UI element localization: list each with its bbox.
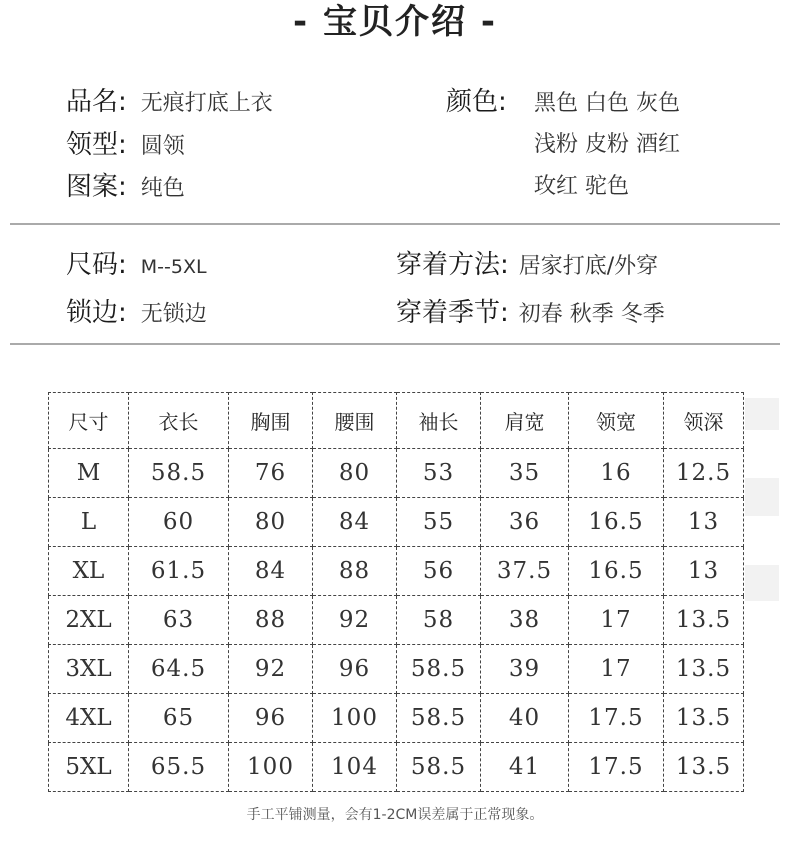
wear-method-label: 穿着方法: — [396, 250, 509, 280]
edge-value: 无锁边 — [140, 302, 207, 327]
product-name-label: 品名: — [66, 87, 127, 117]
cell-length: 64.5 — [129, 645, 229, 694]
collar-label: 领型: — [66, 130, 127, 160]
cell-shoulder: 37.5 — [481, 547, 569, 596]
cell-shoulder: 35 — [481, 449, 569, 498]
size-range-row — [66, 249, 207, 283]
color-values-2: 浅粉 皮粉 酒红 — [534, 132, 680, 157]
size-range-value: M--5XL — [140, 256, 207, 278]
cell-chest: 84 — [229, 547, 313, 596]
cell-neck-depth: 13 — [664, 498, 744, 547]
cell-length: 63 — [129, 596, 229, 645]
cell-length: 65.5 — [129, 743, 229, 792]
cell-waist: 104 — [313, 743, 397, 792]
cell-neck-depth: 13.5 — [664, 694, 744, 743]
cell-size: 4XL — [49, 694, 129, 743]
header-shoulder: 肩宽 — [481, 393, 569, 449]
cell-neck-width: 16 — [569, 449, 664, 498]
pattern-row — [66, 171, 185, 205]
cell-shoulder: 40 — [481, 694, 569, 743]
table-row — [49, 743, 744, 792]
divider-bottom — [10, 343, 780, 345]
cell-shoulder: 39 — [481, 645, 569, 694]
edge-row — [66, 297, 207, 331]
header-sleeve: 袖长 — [397, 393, 481, 449]
cell-neck-depth: 13.5 — [664, 743, 744, 792]
cell-waist: 100 — [313, 694, 397, 743]
divider-top — [10, 223, 780, 225]
table-row — [49, 645, 744, 694]
table-row — [49, 596, 744, 645]
cell-length: 60 — [129, 498, 229, 547]
cell-size: XL — [49, 547, 129, 596]
season-label: 穿着季节: — [396, 298, 509, 328]
table-row — [49, 498, 744, 547]
page-title: - 宝贝介绍 - — [293, 2, 497, 42]
cell-sleeve: 56 — [397, 547, 481, 596]
cell-size: L — [49, 498, 129, 547]
cell-size: 5XL — [49, 743, 129, 792]
edge-decoration — [745, 478, 779, 516]
color-values-line-3 — [534, 169, 629, 203]
cell-neck-width: 16.5 — [569, 498, 664, 547]
size-range-label: 尺码: — [66, 250, 127, 280]
cell-sleeve: 58 — [397, 596, 481, 645]
cell-waist: 96 — [313, 645, 397, 694]
cell-waist: 88 — [313, 547, 397, 596]
pattern-label: 图案: — [66, 172, 127, 202]
header-chest: 胸围 — [229, 393, 313, 449]
cell-neck-width: 17 — [569, 596, 664, 645]
season-value: 初春 秋季 冬季 — [518, 302, 665, 327]
size-chart-table — [48, 392, 744, 792]
color-values-3: 玫红 驼色 — [534, 174, 629, 199]
measurement-note: 手工平铺测量，会有1-2CM误差属于正常现象。 — [246, 807, 544, 823]
cell-neck-depth: 13 — [664, 547, 744, 596]
cell-chest: 100 — [229, 743, 313, 792]
cell-neck-depth: 12.5 — [664, 449, 744, 498]
cell-sleeve: 58.5 — [397, 645, 481, 694]
color-values-line-1 — [534, 86, 680, 120]
cell-size: 2XL — [49, 596, 129, 645]
edge-label: 锁边: — [66, 298, 127, 328]
season-row — [396, 297, 665, 331]
header-size: 尺寸 — [49, 393, 129, 449]
color-label-row — [446, 86, 507, 118]
color-values-line-2 — [534, 127, 680, 161]
cell-sleeve: 58.5 — [397, 694, 481, 743]
cell-chest: 88 — [229, 596, 313, 645]
header-length: 衣长 — [129, 393, 229, 449]
cell-waist: 80 — [313, 449, 397, 498]
wear-method-value: 居家打底/外穿 — [518, 254, 659, 279]
cell-shoulder: 36 — [481, 498, 569, 547]
cell-chest: 80 — [229, 498, 313, 547]
header-waist: 腰围 — [313, 393, 397, 449]
cell-neck-width: 16.5 — [569, 547, 664, 596]
cell-shoulder: 41 — [481, 743, 569, 792]
pattern-value: 纯色 — [140, 176, 185, 201]
table-row — [49, 547, 744, 596]
table-row — [49, 694, 744, 743]
cell-chest: 76 — [229, 449, 313, 498]
cell-neck-depth: 13.5 — [664, 645, 744, 694]
cell-neck-width: 17 — [569, 645, 664, 694]
size-chart-header-row — [49, 393, 744, 449]
edge-decoration — [745, 565, 779, 601]
wear-method-row — [396, 249, 658, 283]
header-neck-width: 领宽 — [569, 393, 664, 449]
cell-sleeve: 55 — [397, 498, 481, 547]
cell-neck-depth: 13.5 — [664, 596, 744, 645]
cell-chest: 92 — [229, 645, 313, 694]
edge-decoration — [745, 398, 779, 430]
color-values-1: 黑色 白色 灰色 — [534, 91, 680, 116]
cell-shoulder: 38 — [481, 596, 569, 645]
cell-chest: 96 — [229, 694, 313, 743]
product-name-value: 无痕打底上衣 — [140, 91, 273, 116]
cell-size: 3XL — [49, 645, 129, 694]
cell-neck-width: 17.5 — [569, 694, 664, 743]
collar-value: 圆领 — [140, 134, 185, 159]
header-neck-depth: 领深 — [664, 393, 744, 449]
product-name-row — [66, 86, 273, 120]
cell-length: 61.5 — [129, 547, 229, 596]
cell-neck-width: 17.5 — [569, 743, 664, 792]
cell-sleeve: 58.5 — [397, 743, 481, 792]
table-row — [49, 449, 744, 498]
cell-size: M — [49, 449, 129, 498]
cell-length: 58.5 — [129, 449, 229, 498]
cell-length: 65 — [129, 694, 229, 743]
cell-waist: 84 — [313, 498, 397, 547]
color-label: 颜色: — [446, 87, 507, 117]
collar-row — [66, 129, 185, 163]
cell-sleeve: 53 — [397, 449, 481, 498]
cell-waist: 92 — [313, 596, 397, 645]
